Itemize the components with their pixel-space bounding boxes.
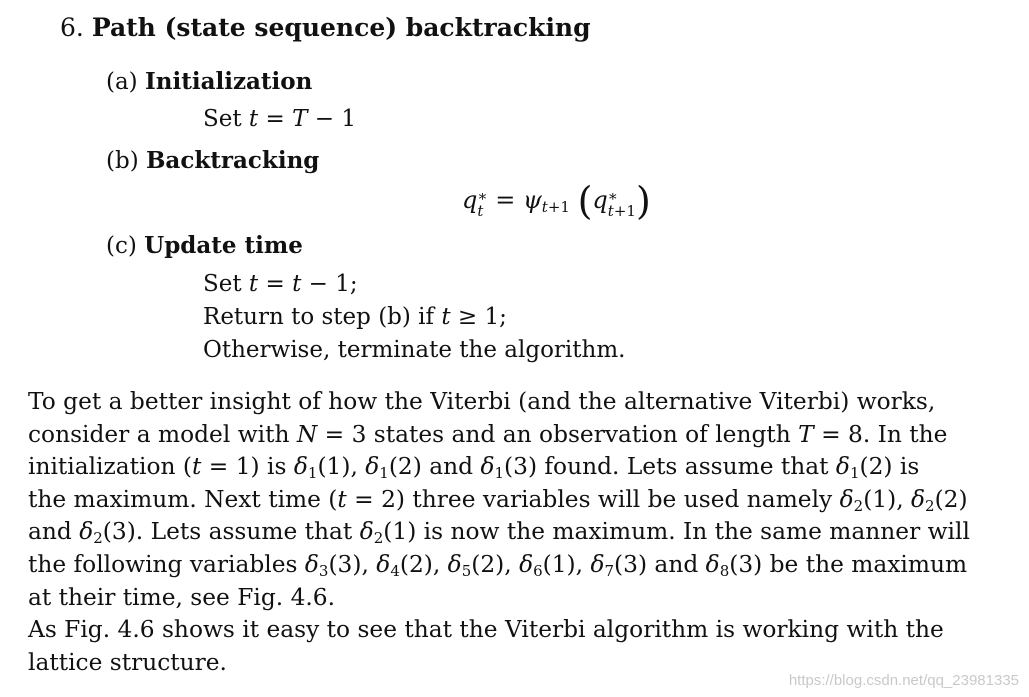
paragraph-line: consider a model with N = 3 states and an observation of length T = 8. In the <box>28 420 948 448</box>
step-c-title: Update time <box>144 232 303 259</box>
paragraph-line: the maximum. Next time (t = 2) three variables will be used namely $\delta_2(1)$, $\delta_2(2)$ <box>28 485 968 515</box>
paragraph-line: initialization (t = 1) is $\delta_1(1)$, $\delta_1(2)$ and $\delta_1(3)$ found. Lets assume that $\delta_1(2)$ is <box>28 453 920 483</box>
step-c-body-3: Otherwise, terminate the algorithm. <box>203 337 626 363</box>
step-c-label: (c) <box>106 233 137 259</box>
step-b-heading <box>106 149 319 173</box>
paragraph-line: As Fig. 4.6 shows it easy to see that the Viterbi algorithm is working with the <box>28 616 944 644</box>
paragraph-line: lattice structure. <box>28 648 227 676</box>
section-number: 6. <box>60 13 84 42</box>
step-a-label: (a) <box>106 69 138 95</box>
step-c-body-2: Return to step (b) if t ≥ 1; <box>203 304 507 330</box>
step-a-heading <box>106 70 312 94</box>
backtracking-formula: q ∗ t = $\psi_{t+1}$ (q ∗ t+1 ) <box>462 179 651 223</box>
step-c-heading <box>106 234 303 258</box>
explanation-paragraph <box>28 386 970 679</box>
section-title: Path (state sequence) backtracking <box>91 13 591 42</box>
paragraph-line: and $\delta_2(3)$. Lets assume that $\delta_2(1)$ is now the maximum. In the same manner will <box>28 518 970 548</box>
paragraph-line: To get a better insight of how the Viterbi (and the alternative Viterbi) works, <box>28 388 936 415</box>
step-a-text: Set t = T − 1 <box>203 106 356 132</box>
step-c-body-1: Set t = t − 1; <box>203 271 358 297</box>
watermark: https://blog.csdn.net/qq_23981335 <box>788 672 1019 689</box>
step-a-title: Initialization <box>144 68 313 95</box>
step-a-body <box>203 108 356 131</box>
paragraph-line: the following variables $\delta_3(3)$, $\delta_4(2)$, $\delta_5(2)$, $\delta_6(1)$, $\delta_7(3)$ and $\delta_8(3)$ be the maximum <box>28 550 968 580</box>
section-heading <box>60 15 591 40</box>
paragraph-line: at their time, see Fig. 4.6. <box>28 583 336 611</box>
step-b-label: (b) <box>106 148 139 174</box>
step-b-title: Backtracking <box>145 147 320 174</box>
